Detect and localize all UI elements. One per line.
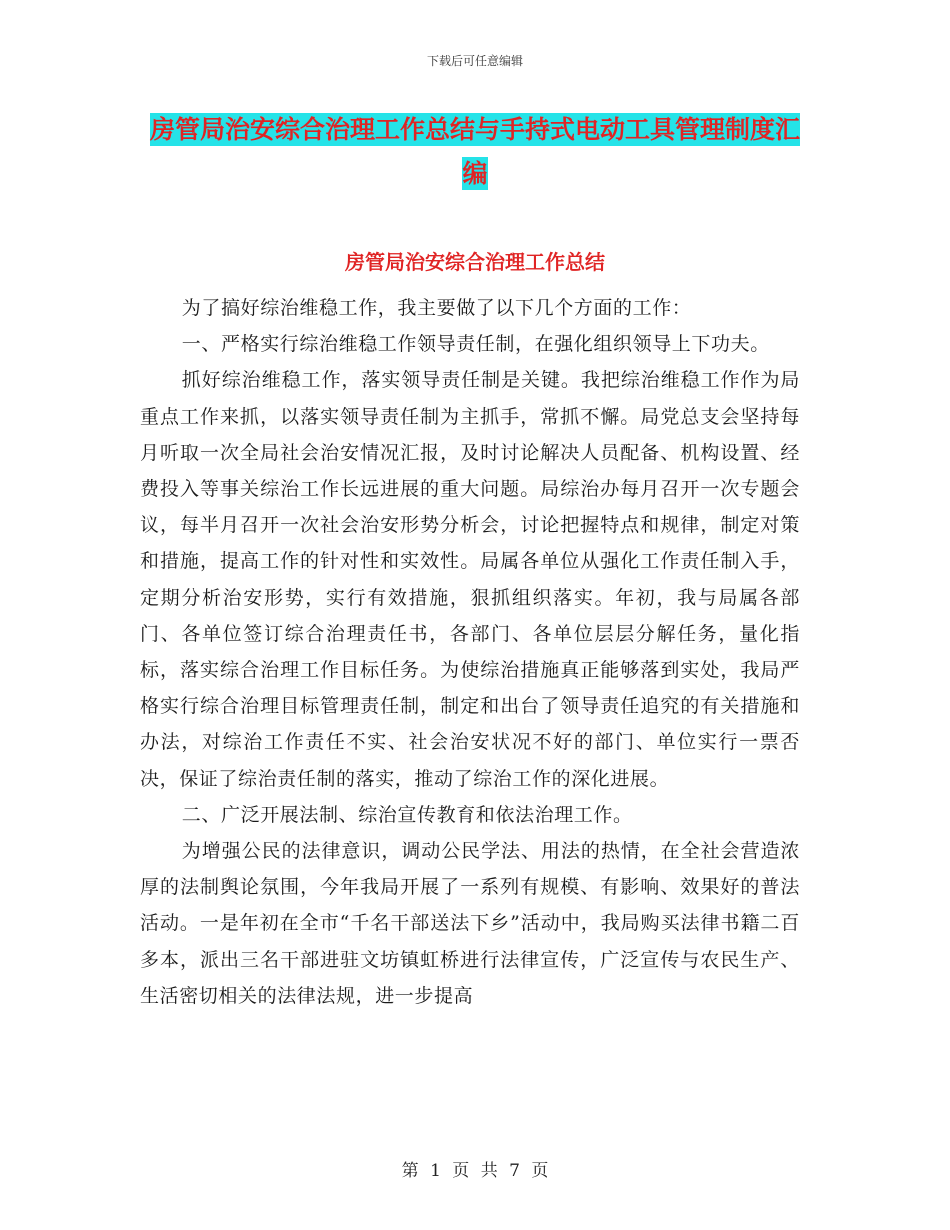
document-title-text: 房管局治安综合治理工作总结与手持式电动工具管理制度汇编 [149,115,800,188]
paragraph: 为了搞好综治维稳工作，我主要做了以下几个方面的工作： [181,297,692,319]
paragraph: 抓好综治维稳工作，落实领导责任制是关键。我把综治维稳工作作为局重点工作来抓，以落实领导责任制为主抓手，常抓不懈。局党总支会坚持每月听取一次全局社会治安情况汇报，及时讨论解决人员配备、机构设置、经费投入等事关综治工作长远进展的重大问题。局综治办每月召开一次专题会议，每半月召开一次社会治安形势分析会，讨论把握特点和规律，制定对策和措施，提高工作的针对性和实效性。局属各单位从强化工作责任制入手，定期分析治安形势，实行有效措施，狠抓组织落实。年初，我与局属各部门、各单位签订综合治理责任书，各部门、各单位层层分解任务，量化指标，落实综合治理工作目标任务。为使综治措施真正能够落到实处，我局严格实行综合治理目标管理责任制，制定和出台了领导责任追究的有关措施和办法，对综治工作责任不实、社会治安状况不好的部门、单位实行一票否决，保证了综治责任制的落实，推动了综治工作的深化进展。 [140,369,800,790]
section-title: 房管局治安综合治理工作总结 [345,250,605,274]
paragraph: 二、广泛开展法制、综治宣传教育和依法治理工作。 [181,803,633,826]
document-title [140,108,810,196]
document-body [140,290,800,1014]
paragraph: 一、严格实行综治维稳工作领导责任制，在强化组织领导上下功夫。 [181,333,770,356]
header-note: 下载后可任意编辑 [426,54,523,68]
page-footer: 第 1 页 共 7 页 [401,1161,549,1181]
paragraph: 为增强公民的法律意识，调动公民学法、用法的热情，在全社会营造浓厚的法制舆论氛围，今年我局开展了一系列有规模、有影响、效果好的普法活动。一是年初在全市“千名干部送法下乡”活动中，我局购买法律书籍二百多本，派出三名干部进驻文坊镇虹桥进行法律宣传，广泛宣传与农民生产、生活密切相关的法律法规，进一步提高 [140,840,800,1007]
